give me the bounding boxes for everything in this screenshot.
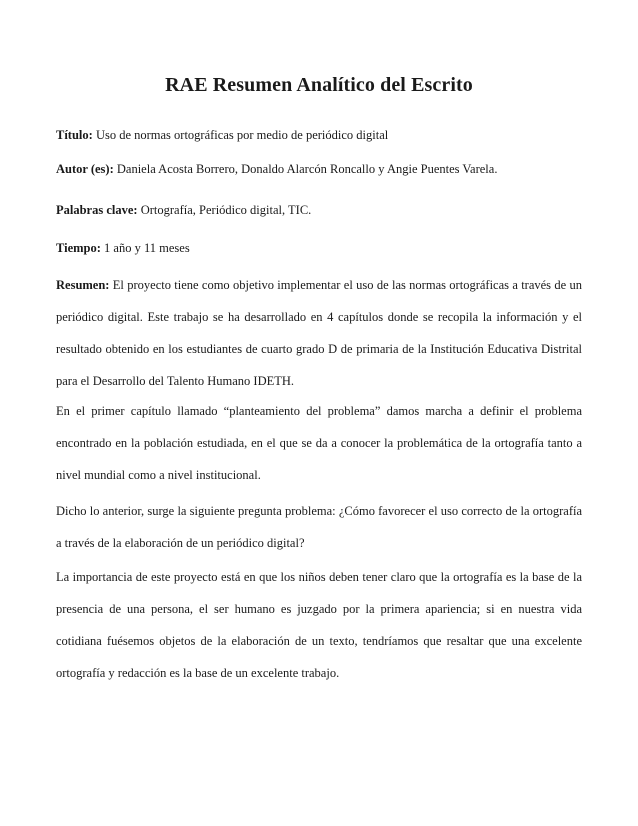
- autor-field: [56, 162, 582, 177]
- titulo-label: Título:: [56, 128, 93, 142]
- titulo-value: Uso de normas ortográficas por medio de periódico digital: [95, 128, 389, 142]
- resumen-label: Resumen:: [56, 278, 110, 292]
- resumen-paragraph: [56, 269, 582, 397]
- tiempo-field: [56, 241, 582, 256]
- palabras-clave-field: [56, 203, 582, 218]
- autor-value: Daniela Acosta Borrero, Donaldo Alarcón Roncallo y Angie Puentes Varela.: [116, 162, 498, 176]
- tiempo-value: 1 año y 11 meses: [104, 241, 190, 255]
- autor-label: Autor (es):: [56, 162, 114, 176]
- resumen-text: El proyecto tiene como objetivo implementar el uso de las normas ortográficas a través de un periódico digital. Este trabajo se ha desarrollado en 4 capítulos donde se recopila la información y el resultado obtenido en los estudiantes de cuarto grado D de primaria de la Institución Educativa Distrital para el Desarrollo del Talento Humano IDETH.: [56, 278, 582, 388]
- paragraph-pregunta: Dicho lo anterior, surge la siguiente pregunta problema: ¿Cómo favorecer el uso correcto de la ortografía a través de la elaboración de un periódico digital?: [56, 504, 582, 550]
- paragraph-capitulo: En el primer capítulo llamado “planteamiento del problema” damos marcha a definir el problema encontrado en la población estudiada, en el que se da a conocer la problemática de la ortografía tanto a nivel mundial como a nivel institucional.: [56, 404, 582, 482]
- palabras-clave-value: Ortografía, Periódico digital, TIC.: [140, 203, 312, 217]
- tiempo-label: Tiempo:: [56, 241, 101, 255]
- palabras-clave-label: Palabras clave:: [56, 203, 138, 217]
- titulo-field: [56, 128, 582, 143]
- paragraph-importancia: La importancia de este proyecto está en que los niños deben tener claro que la ortografía es la base de la presencia de una persona, el ser humano es juzgado por la primera apariencia; si en nuestra vida cotidiana fuésemos objetos de la elaboración de un texto, tendríamos que resaltar que una excelente ortografía y redacción es la base de un excelente trabajo.: [56, 570, 582, 680]
- document-title: RAE Resumen Analítico del Escrito: [165, 74, 473, 96]
